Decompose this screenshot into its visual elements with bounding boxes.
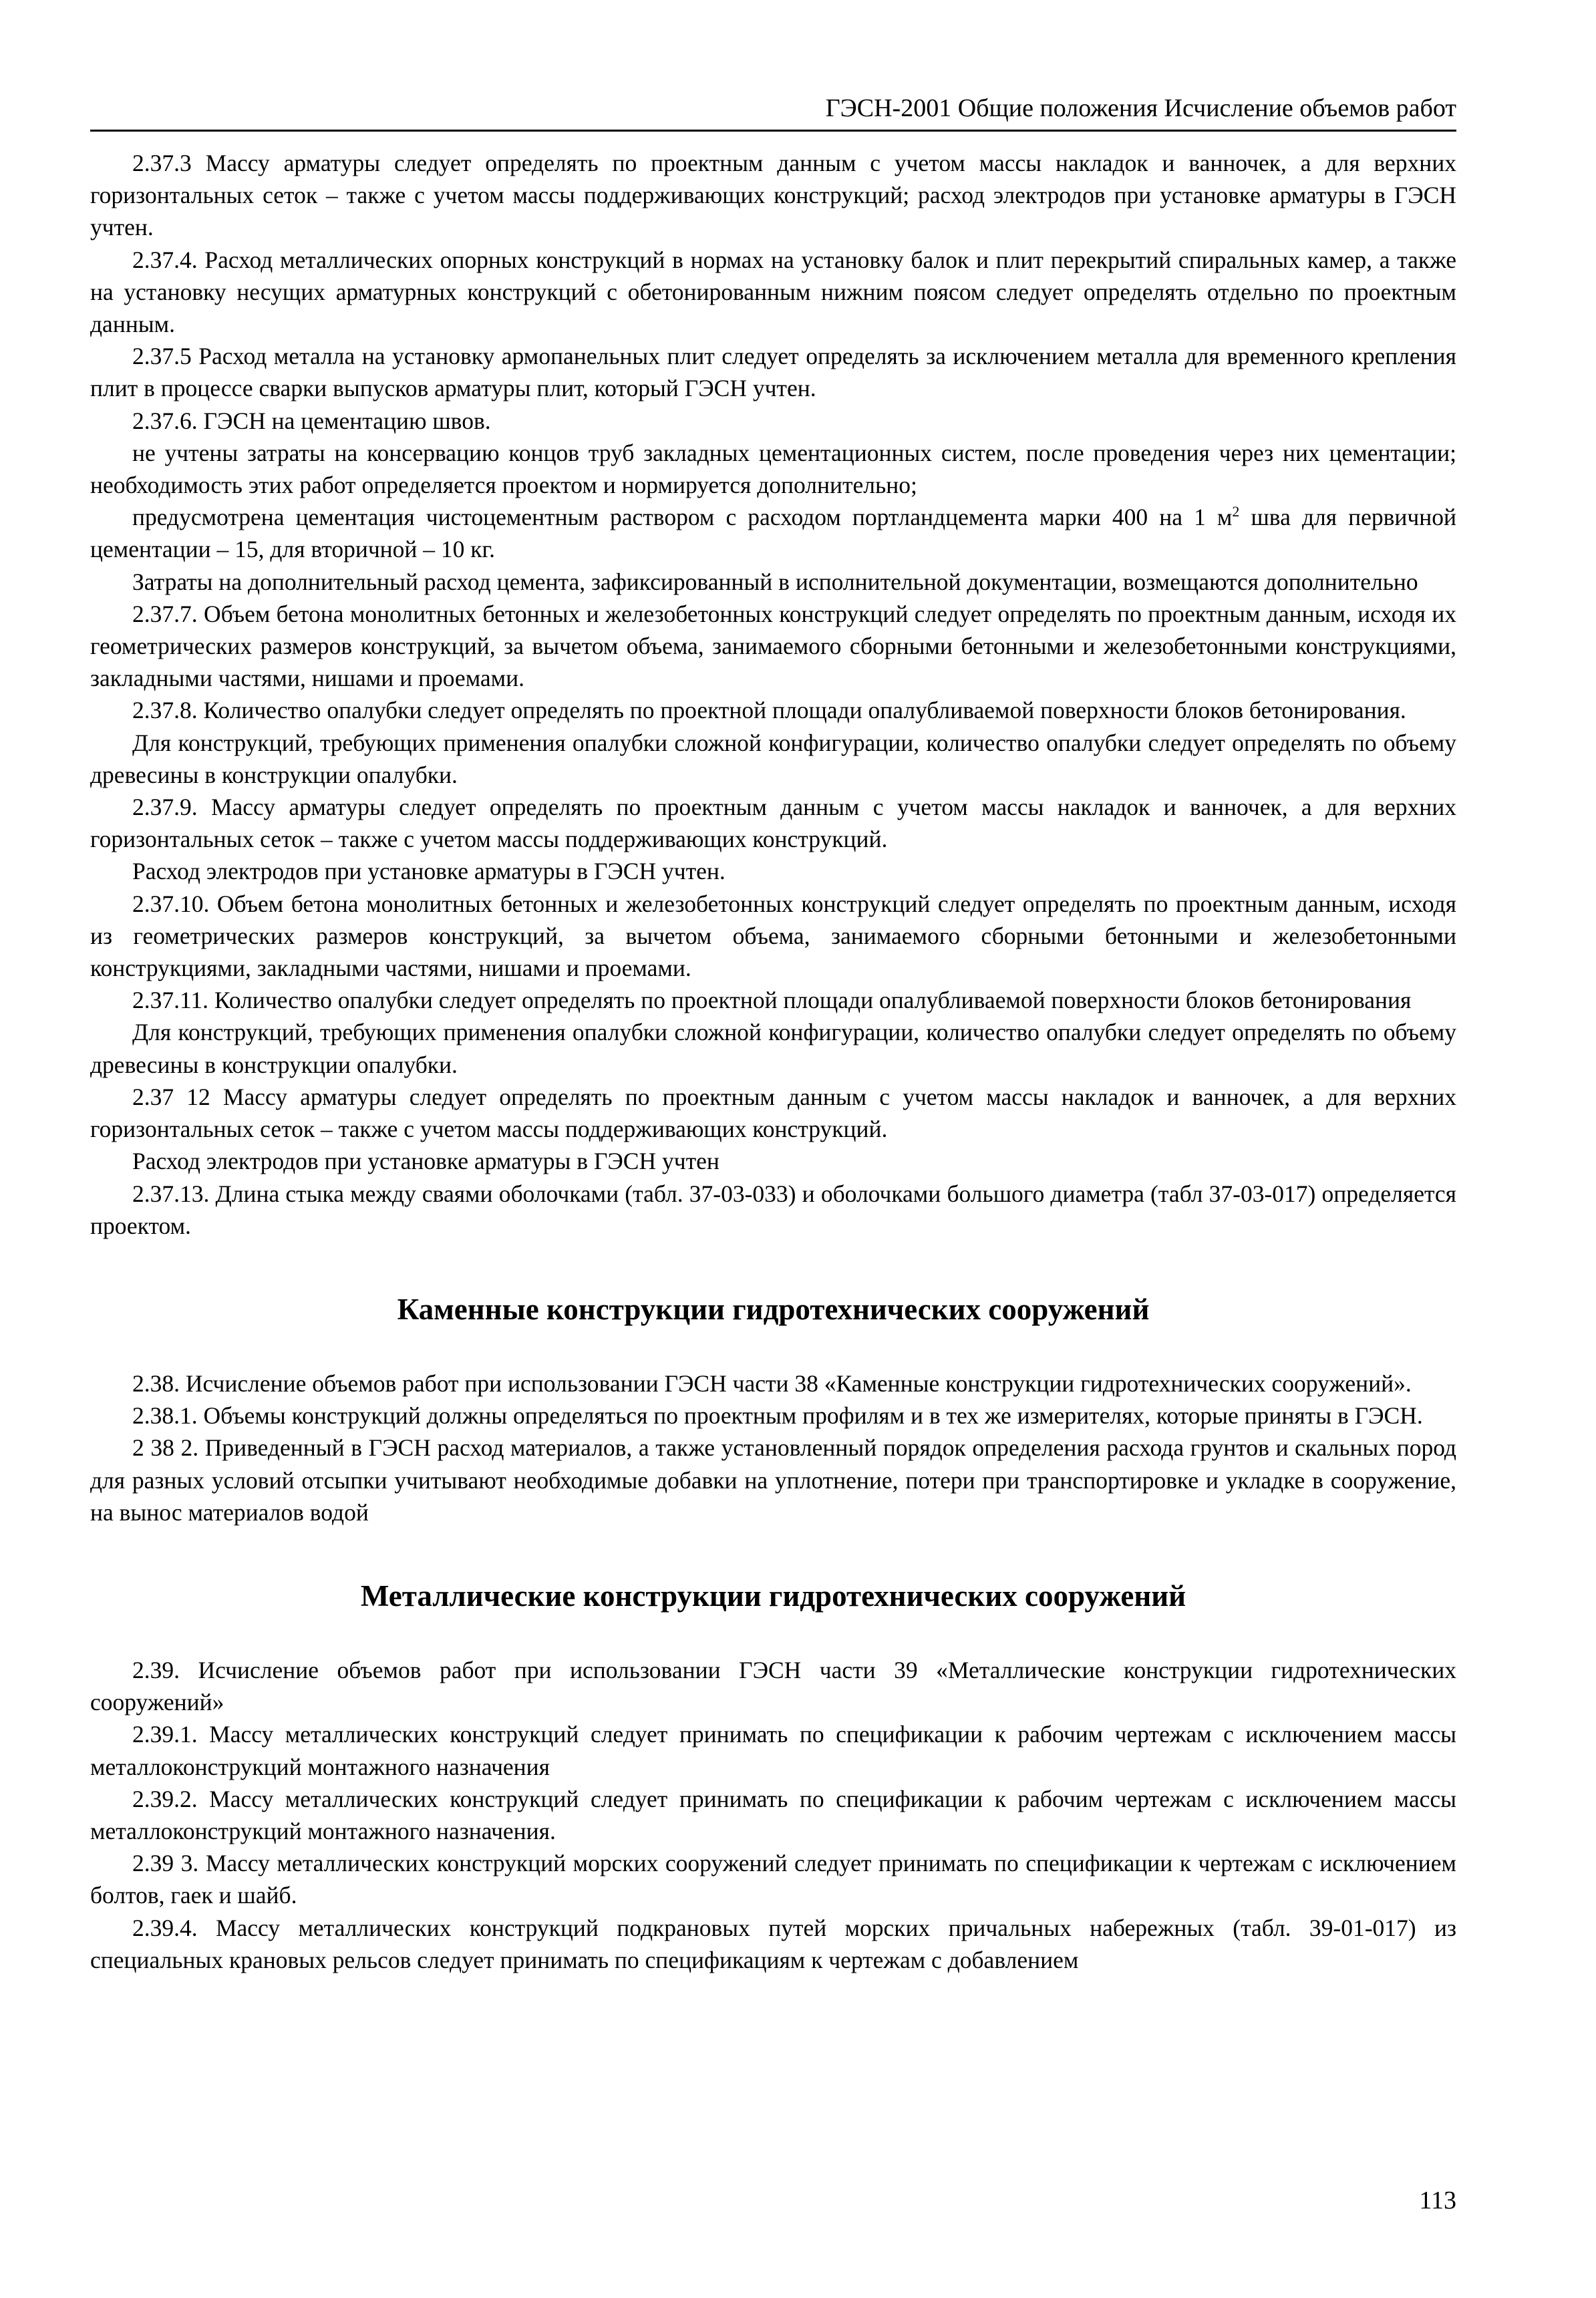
cementation-text-b: шва для первичной цементации – 15, для вторичной – 10 кг. — [90, 504, 1457, 563]
page-number: 113 — [1419, 2186, 1456, 2214]
paragraph-2-39-3: 2.39 3. Массу металлических конструкций морских сооружений следует принимать по спецификации к чертежам с исключением болтов, гаек и шайб. — [90, 1850, 1456, 1909]
paragraph-2-39-2: 2.39.2. Массу металлических конструкций следует принимать по спецификации к рабочим чертежам с исключением массы металлоконструкций монтажного назначения. — [90, 1785, 1456, 1844]
paragraph-electrodes-a: Расход электродов при установке арматуры в ГЭСН учтен. — [132, 858, 726, 885]
section-heading-stone: Каменные конструкции гидротехнических сооружений — [397, 1292, 1150, 1326]
superscript-2: 2 — [1232, 503, 1240, 520]
document-body — [90, 147, 1456, 1976]
paragraph-2-39-4: 2.39.4. Массу металлических конструкций подкрановых путей морских причальных набережных (табл. 39-01-017) из специальных крановых рельсов следует принимать по спецификациям к чертежам с добавлением — [90, 1914, 1456, 1973]
paragraph-2-38-1: 2.38.1. Объемы конструкций должны определяться по проектным профилям и в тех же измерителях, которые приняты в ГЭСН. — [132, 1402, 1423, 1430]
paragraph-2-37-7: 2.37.7. Объем бетона монолитных бетонных и железобетонных конструкций следует определять по проектным данным, исходя их геометрических размеров конструкций, за вычетом объема, занимаемого сборными бетонными и железобетонными конструкциями, закладными частями, нишами и проемами. — [90, 600, 1456, 692]
paragraph-electrodes-b: Расход электродов при установке арматуры в ГЭСН учтен — [132, 1148, 720, 1175]
paragraph-2-38-2: 2 38 2. Приведенный в ГЭСН расход материалов, а также установленный порядок определения расхода грунтов и скальных пород для разных условий отсыпки учитывают необходимые добавки на уплотнение, потери при транспортировке и укладке в сооружение, на вынос материалов водой — [90, 1434, 1456, 1526]
paragraph-2-37-3: 2.37.3 Массу арматуры следует определять по проектным данным с учетом массы накладок и ванночек, а для верхних горизонтальных сеток – также с учетом массы поддерживающих конструкций; расход электродов при установке арматуры в ГЭСН учтен. — [90, 150, 1456, 241]
paragraph-formwork-a: Для конструкций, требующих применения опалубки сложной конфигурации, количество опалубки следует определять по объему древесины в конструкции опалубки. — [90, 729, 1456, 788]
paragraph-2-38: 2.38. Исчисление объемов работ при использовании ГЭСН части 38 «Каменные конструкции гидротехнических сооружений». — [132, 1369, 1412, 1397]
paragraph-2-39: 2.39. Исчисление объемов работ при использовании ГЭСН части 39 «Металлические конструкции гидротехнических сооружений» — [90, 1656, 1456, 1716]
paragraph-not-included: не учтены затраты на консервацию концов труб закладных цементационных систем, после проведения через них цементации; необходимость этих работ определяется проектом и нормируется дополнительно; — [90, 439, 1456, 499]
paragraph-formwork-b: Для конструкций, требующих применения опалубки сложной конфигурации, количество опалубки следует определять по объему древесины в конструкции опалубки. — [90, 1019, 1456, 1078]
paragraph-cementation — [90, 501, 1456, 565]
section-heading-metal: Металлические конструкции гидротехнических сооружений — [360, 1579, 1186, 1613]
paragraph-2-37-13: 2.37.13. Длина стыка между сваями оболочками (табл. 37-03-033) и оболочками большого диаметра (табл 37-03-017) определяется проектом. — [90, 1180, 1456, 1239]
cementation-text-a: предусмотрена цементация чистоцементным раствором с расходом портландцемента марки 400 на 1 м — [132, 504, 1233, 531]
paragraph-2-37-9: 2.37.9. Массу арматуры следует определять по проектным данным с учетом массы накладок и ванночек, а для верхних горизонтальных сеток – также с учетом массы поддерживающих конструкций. — [90, 794, 1456, 853]
paragraph-2-37-8: 2.37.8. Количество опалубки следует определять по проектной площади опалубливаемой поверхности блоков бетонирования. — [132, 697, 1406, 724]
paragraph-2-37-10: 2.37.10. Объем бетона монолитных бетонных и железобетонных конструкций следует определять по проектным данным, исходя из геометрических размеров конструкций, за вычетом объема, занимаемого сборными бетонными и железобетонными конструкциями, закладными частями, нишами и проемами. — [90, 890, 1456, 982]
paragraph-2-37-4: 2.37.4. Расход металлических опорных конструкций в нормах на установку балок и плит перекрытий спиральных камер, а также на установку несущих арматурных конструкций с обетонированным нижним поясом следует определять отдельно по проектным данным. — [90, 246, 1456, 338]
paragraph-extra-cement: Затраты на дополнительный расход цемента, зафиксированный в исполнительной документации, возмещаются дополнительно — [132, 568, 1418, 595]
paragraph-2-39-1: 2.39.1. Массу металлических конструкций следует принимать по спецификации к рабочим чертежам с исключением массы металлоконструкций монтажного назначения — [90, 1721, 1456, 1780]
header-rule — [90, 130, 1456, 132]
paragraph-2-37-5: 2.37.5 Расход металла на установку армопанельных плит следует определять за исключением металла для временного крепления плит в процессе сварки выпусков арматуры плит, который ГЭСН учтен. — [90, 343, 1456, 402]
paragraph-2-37-6: 2.37.6. ГЭСН на цементацию швов. — [132, 407, 491, 434]
paragraph-2-37-11: 2.37.11. Количество опалубки следует определять по проектной площади опалубливаемой поверхности блоков бетонирования — [132, 987, 1412, 1014]
running-header: ГЭСН-2001 Общие положения Исчисление объемов работ — [825, 94, 1456, 122]
paragraph-2-37-12: 2.37 12 Массу арматуры следует определять по проектным данным с учетом массы накладок и ванночек, а для верхних горизонтальных сеток – также с учетом массы поддерживающих конструкций. — [90, 1083, 1456, 1143]
